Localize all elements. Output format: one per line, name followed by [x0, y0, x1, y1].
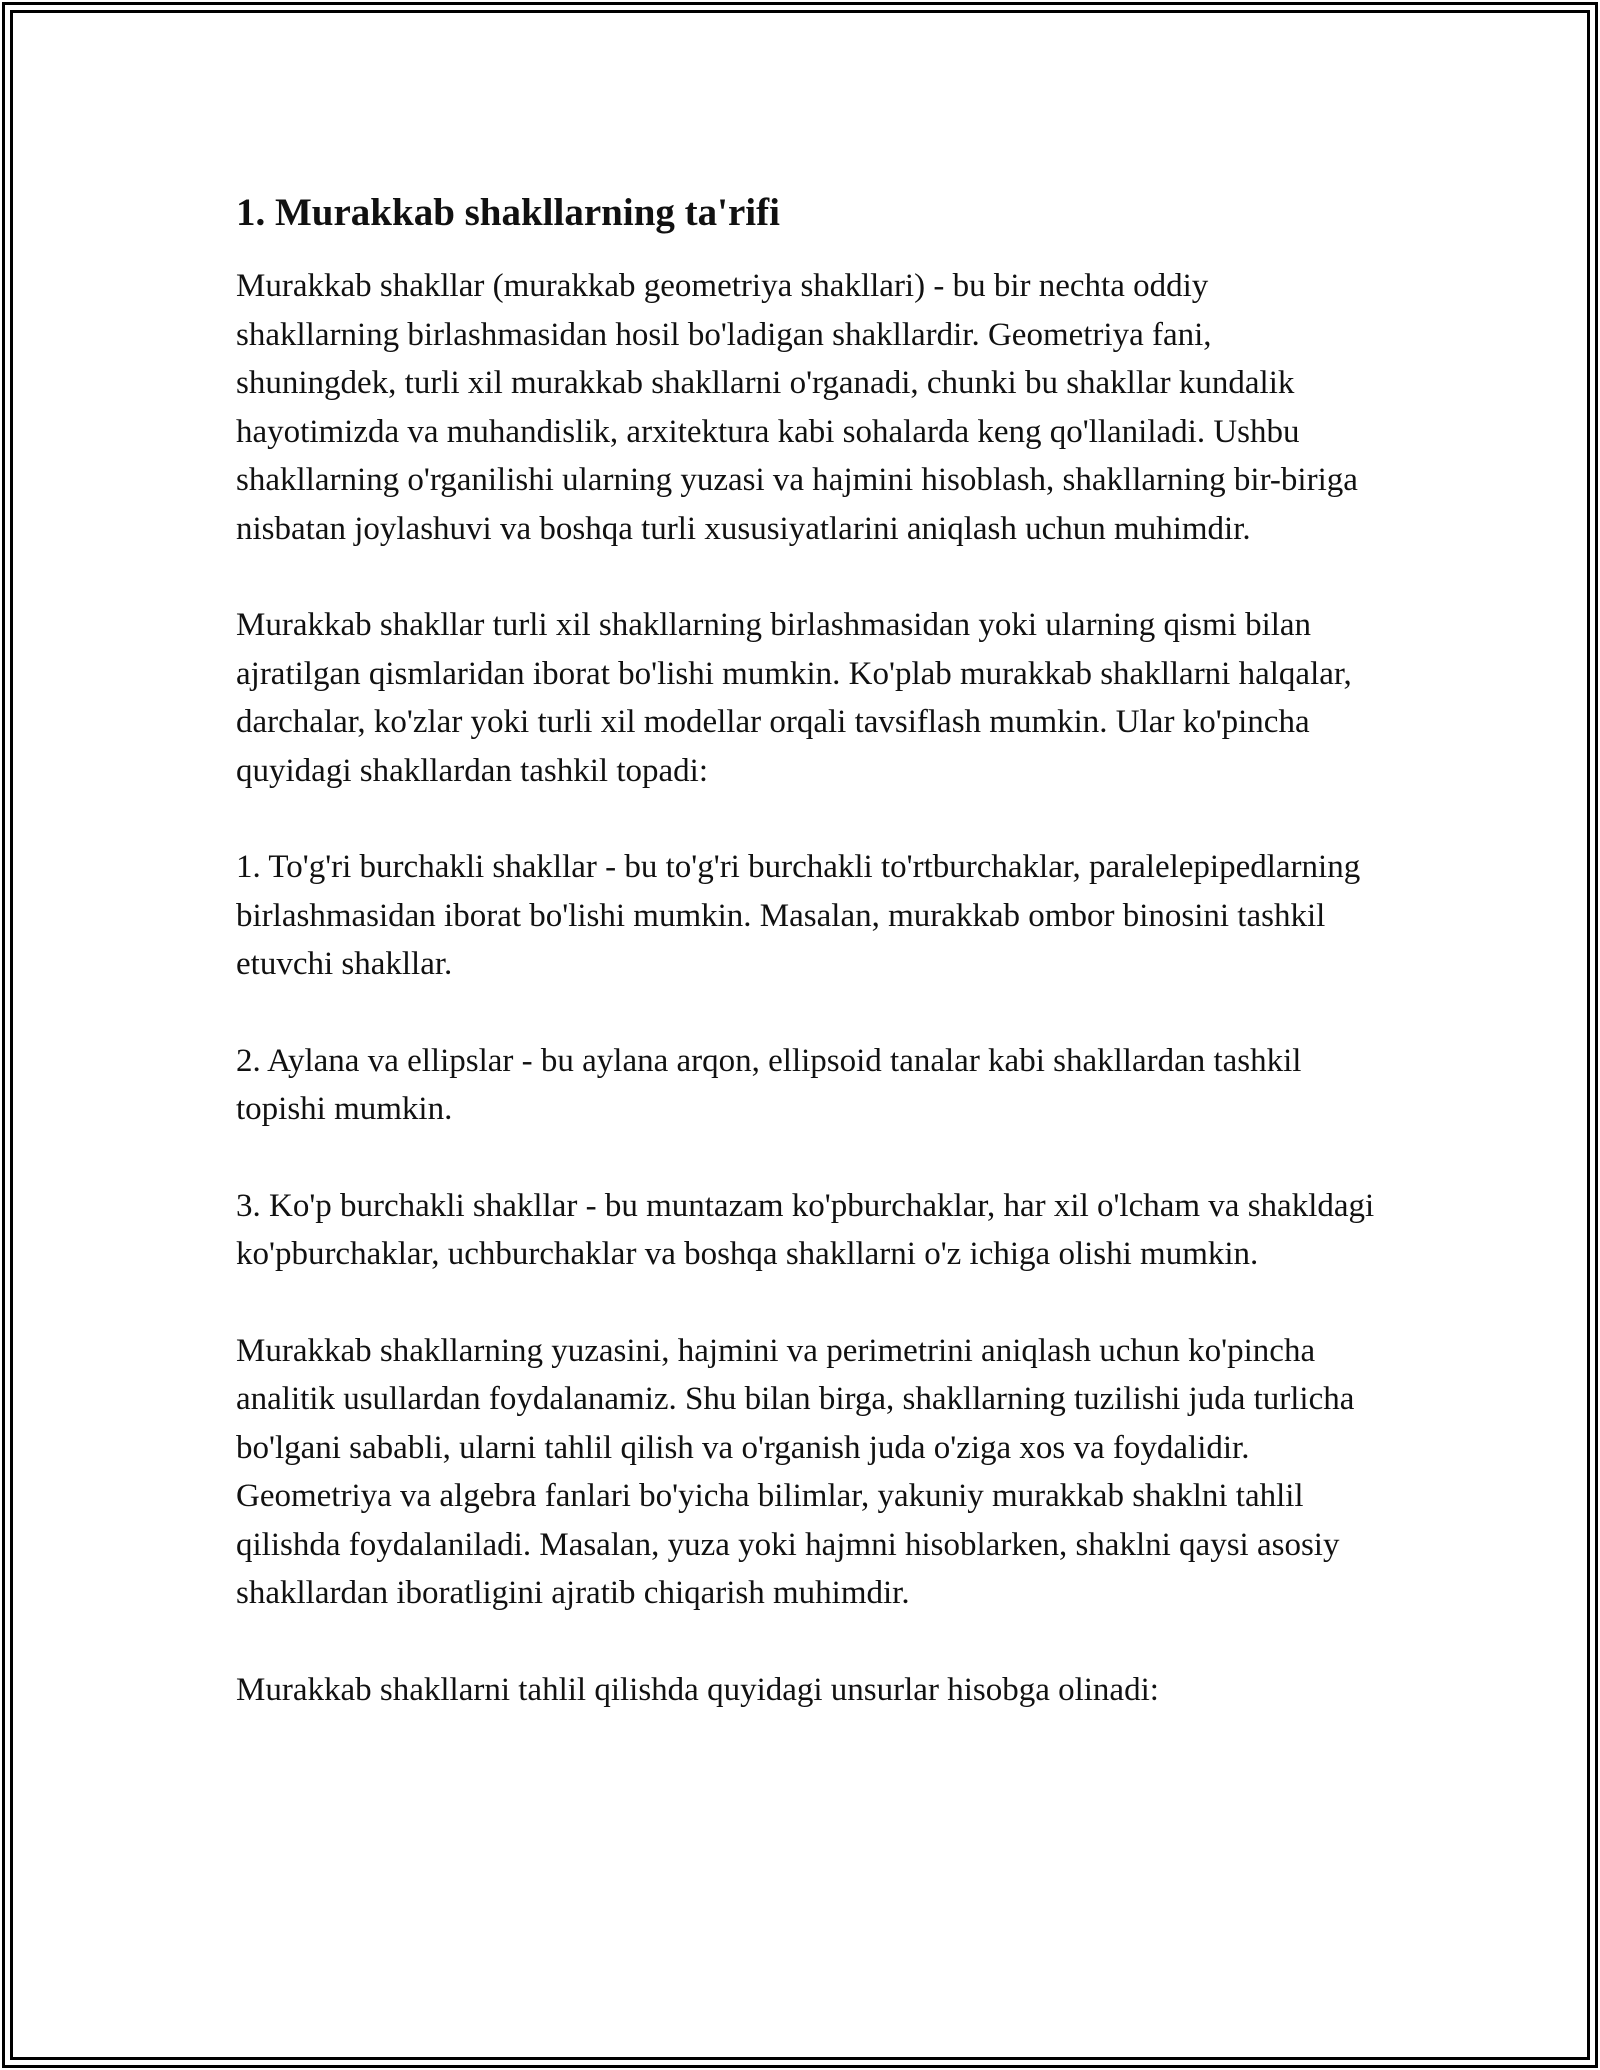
paragraph-definition: Murakkab shakllar (murakkab geometriya shakllari) - bu bir nechta oddiy shakllarning birlashmasidan hosil bo'ladigan shakllardir. Geometriya fani, shuningdek, turli xil murakkab shakllarni o'rganadi, chunki bu shakllar kundalik hayotimizda va muhandislik, arxitektura kabi sohalarda keng qo'llaniladi. Ushbu shakllarning o'rganilishi ularning yuzasi va hajmini hisoblash, shakllarning bir-biriga nisbatan joylashuvi va boshqa turli xususiyatlarini aniqlash uchun muhimdir. — [236, 268, 1358, 547]
list-item-polygons: 3. Ko'p burchakli shakllar - bu muntazam ko'pburchaklar, har xil o'lcham va shakldagi ko'pburchaklar, uchburchaklar va boshqa shakllarni o'z ichiga olishi mumkin. — [236, 1187, 1375, 1272]
section-heading: 1. Murakkab shakllarning ta'rifi — [236, 191, 780, 234]
list-item-rectangular-shapes: 1. To'g'ri burchakli shakllar - bu to'g'ri burchakli to'rtburchaklar, paralelepipedlarning birlashmasidan iborat bo'lishi mumkin. Masalan, murakkab ombor binosini tashkil etuvchi shakllar. — [236, 849, 1361, 982]
document-body — [236, 186, 1376, 1762]
paragraph-analysis: Murakkab shakllarning yuzasini, hajmini va perimetrini aniqlash uchun ko'pincha analitik usullardan foydalanamiz. Shu bilan birga, shakllarning tuzilishi juda turlicha bo'lgani sababli, ularni tahlil qilish va o'rganish juda o'ziga xos va foydalidir. Geometriya va algebra fanlari bo'yicha bilimlar, yakuniy murakkab shaklni tahlil qilishda foydalaniladi. Masalan, yuza yoki hajmni hisoblarken, shaklni qaysi asosiy shakllardan iboratligini ajratib chiqarish muhimdir. — [236, 1332, 1355, 1611]
paragraph-elements-intro: Murakkab shakllarni tahlil qilishda quyidagi unsurlar hisobga olinadi: — [236, 1671, 1159, 1708]
list-item-circles-ellipses: 2. Aylana va ellipslar - bu aylana arqon, ellipsoid tanalar kabi shakllardan tashkil topishi mumkin. — [236, 1042, 1302, 1127]
paragraph-composition: Murakkab shakllar turli xil shakllarning birlashmasidan yoki ularning qismi bilan ajratilgan qismlaridan iborat bo'lishi mumkin. Ko'plab murakkab shakllarni halqalar, darchalar, ko'zlar yoki turli xil modellar orqali tavsiflash mumkin. Ular ko'pincha quyidagi shakllardan tashkil topadi: — [236, 607, 1352, 789]
